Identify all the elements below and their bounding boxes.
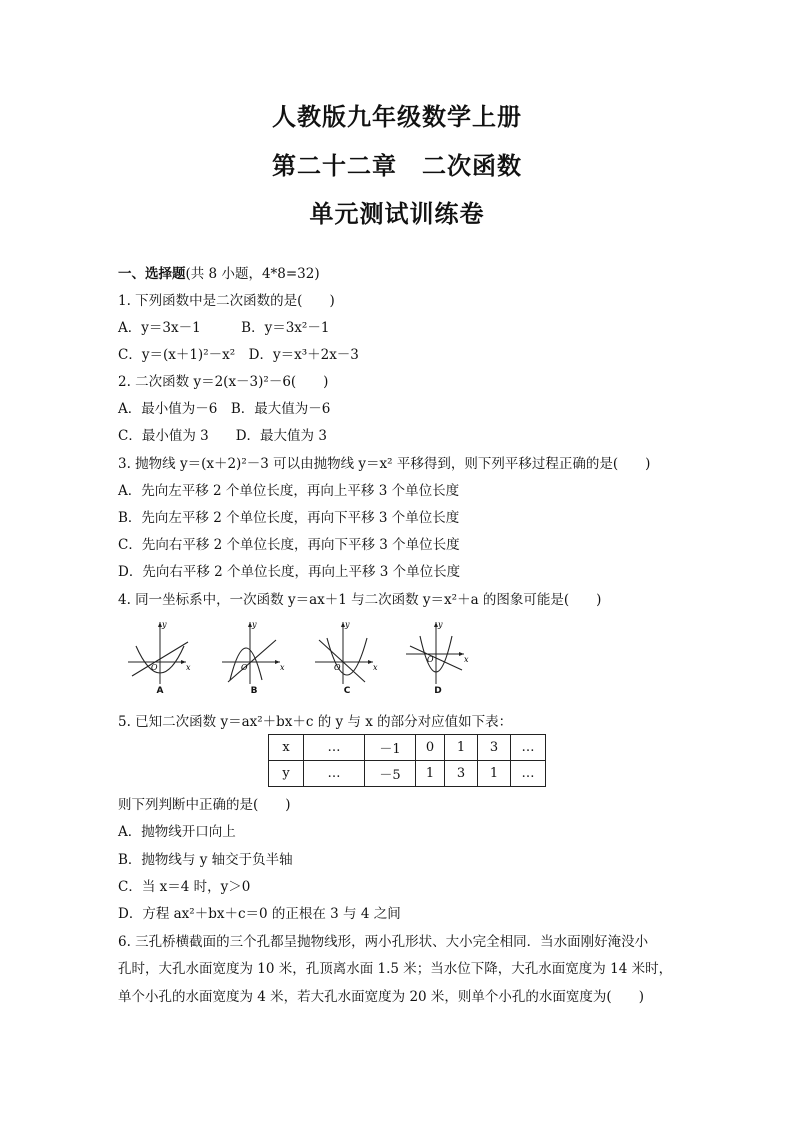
graph-c-y-label: y — [345, 620, 350, 629]
question-1-options-ab: A．y＝3x－1 B．y＝3x²－1 — [118, 320, 330, 336]
graph-d-x-label: x — [464, 655, 469, 664]
table-cell: y — [269, 761, 304, 787]
graph-d-origin: O — [427, 655, 434, 664]
table-row-y — [269, 761, 546, 787]
section-heading-label: 一、选择题 — [118, 266, 186, 282]
graph-d — [404, 618, 472, 700]
table-cell: 3 — [478, 735, 511, 761]
title-chapter: 第二十二章 二次函数 — [272, 151, 522, 180]
section-heading-detail: (共 8 小题，4*8=32) — [185, 266, 320, 282]
graph-a-label: A — [156, 686, 164, 696]
table-cell: … — [511, 761, 546, 787]
question-3-stem: 3. 抛物线 y＝(x＋2)²－3 可以由抛物线 y＝x² 平移得到，则下列平移过程正确的是( ) — [118, 456, 651, 472]
graph-b-label: B — [250, 686, 258, 696]
question-4-stem: 4. 同一坐标系中，一次函数 y＝ax＋1 与二次函数 y＝x²＋a 的图象可能是( ) — [118, 592, 602, 608]
question-2-options-cd: C．最小值为 3 D．最大值为 3 — [118, 428, 327, 444]
title-book: 人教版九年级数学上册 — [272, 102, 522, 131]
graph-c-origin: O — [334, 663, 341, 672]
graph-a-x-label: x — [186, 663, 191, 672]
question-5-option-a: A．抛物线开口向上 — [118, 824, 236, 840]
table-cell: 1 — [416, 761, 445, 787]
graph-d-label: D — [434, 686, 442, 696]
graph-d-y-label: y — [438, 620, 443, 629]
question-3-option-d: D．先向右平移 2 个单位长度，再向上平移 3 个单位长度 — [118, 564, 461, 580]
graph-c — [313, 618, 381, 700]
question-5-option-b: B．抛物线与 y 轴交于负半轴 — [118, 852, 293, 868]
graph-a-y-label: y — [162, 620, 167, 629]
graph-c-x-label: x — [373, 663, 378, 672]
question-5-stem: 5. 已知二次函数 y＝ax²＋bx＋c 的 y 与 x 的部分对应值如下表： — [118, 714, 513, 730]
question-6-line-2: 孔时，大孔水面宽度为 10 米，孔顶离水面 1.5 米；当水位下降，大孔水面宽度为 14 米时， — [118, 961, 673, 977]
title-test: 单元测试训练卷 — [309, 199, 485, 228]
table-cell: 1 — [445, 735, 478, 761]
table-cell: … — [304, 761, 365, 787]
question-5-table — [268, 734, 546, 787]
table-cell: 1 — [478, 761, 511, 787]
graph-a — [126, 618, 194, 700]
question-5-follow: 则下列判断中正确的是( ) — [118, 797, 291, 813]
table-cell: －5 — [365, 761, 416, 787]
question-2-options-ab: A．最小值为－6 B．最大值为－6 — [118, 401, 331, 417]
table-row-x — [269, 735, 546, 761]
graph-a-origin: O — [151, 663, 158, 672]
table-cell: －1 — [365, 735, 416, 761]
graph-c-label: C — [343, 686, 351, 696]
table-cell: x — [269, 735, 304, 761]
table-cell: … — [304, 735, 365, 761]
question-1-stem: 1. 下列函数中是二次函数的是( ) — [118, 293, 335, 309]
graph-c-plot — [313, 618, 381, 688]
table-cell: 0 — [416, 735, 445, 761]
question-4-graphs — [118, 618, 498, 700]
question-3-option-b: B．先向左平移 2 个单位长度，再向下平移 3 个单位长度 — [118, 510, 460, 526]
question-5-option-c: C．当 x＝4 时，y＞0 — [118, 879, 251, 895]
graph-b — [220, 618, 288, 700]
graph-b-y-label: y — [252, 620, 257, 629]
graph-b-origin: O — [241, 663, 248, 672]
question-6-line-1: 6. 三孔桥横截面的三个孔都呈抛物线形，两小孔形状、大小完全相同．当水面刚好淹没小 — [118, 934, 649, 950]
question-6-line-3: 单个小孔的水面宽度为 4 米，若大孔水面宽度为 20 米，则单个小孔的水面宽度为( ) — [118, 989, 644, 1005]
table-cell: 3 — [445, 761, 478, 787]
question-3-option-a: A．先向左平移 2 个单位长度，再向上平移 3 个单位长度 — [118, 483, 460, 499]
graph-b-plot — [220, 618, 288, 688]
graph-a-plot — [126, 618, 194, 688]
graph-d-plot — [404, 618, 472, 688]
question-1-options-cd: C．y＝(x＋1)²－x² D．y＝x³＋2x－3 — [118, 347, 359, 363]
graph-b-x-label: x — [280, 663, 285, 672]
section-heading — [118, 262, 320, 282]
table-cell: … — [511, 735, 546, 761]
question-5-option-d: D．方程 ax²＋bx＋c＝0 的正根在 3 与 4 之间 — [118, 906, 401, 922]
question-3-option-c: C．先向右平移 2 个单位长度，再向下平移 3 个单位长度 — [118, 537, 460, 553]
question-2-stem: 2. 二次函数 y＝2(x－3)²－6( ) — [118, 374, 329, 390]
